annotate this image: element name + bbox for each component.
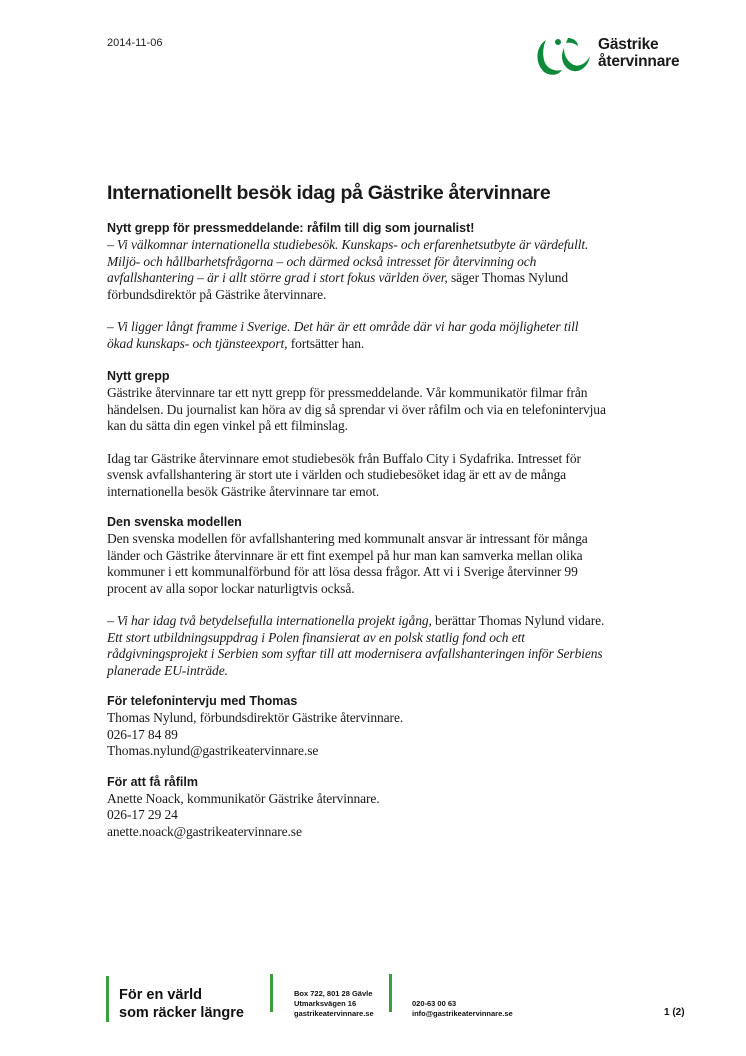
address-line-1: Box 722, 801 28 Gävle bbox=[294, 989, 373, 998]
logo-line-1: Gästrike bbox=[598, 36, 659, 53]
page-number: 1 (2) bbox=[664, 1007, 685, 1018]
quote-1-attribution: säger Thomas Nylund förbundsdirektör på Gästrike återvinnare. bbox=[107, 270, 569, 302]
footer-slogan bbox=[119, 986, 244, 1022]
footer-divider-2 bbox=[270, 974, 273, 1012]
page-footer bbox=[0, 970, 746, 1030]
footer-address bbox=[294, 989, 374, 1019]
paragraph-svenska-modellen-2 bbox=[107, 613, 607, 679]
quote-2-attribution: fortsätter han. bbox=[287, 335, 365, 351]
footer-contact bbox=[412, 999, 513, 1019]
contact-anette-email[interactable]: anette.noack@gastrikeatervinnare.se bbox=[107, 823, 302, 839]
paragraph-quote-2 bbox=[107, 319, 607, 352]
footer-divider-3 bbox=[389, 974, 392, 1012]
document-date: 2014-11-06 bbox=[107, 37, 163, 49]
contact-thomas-email[interactable]: Thomas.nylund@gastrikeatervinnare.se bbox=[107, 743, 319, 758]
press-release-body bbox=[107, 180, 607, 840]
quote-3-attribution: berättar Thomas Nylund vidare. bbox=[431, 613, 605, 628]
contact-thomas-phone: 026-17 84 89 bbox=[107, 726, 178, 742]
slogan-line-2: som räcker längre bbox=[119, 1005, 244, 1021]
quote-2-italic: – Vi ligger långt framme i Sverige. Det här är ett område där vi har goda möjligheter till ökad kunskaps- och tjänsteexport, bbox=[107, 319, 579, 351]
address-line-2: Utmarksvägen 16 bbox=[294, 999, 357, 1008]
section-heading-svenska-modellen: Den svenska modellen bbox=[107, 515, 242, 529]
logo-swoosh-icon bbox=[534, 34, 594, 78]
slogan-line-1: För en värld bbox=[119, 987, 202, 1003]
paragraph-svenska-modellen-1: Den svenska modellen för avfallshantering med kommunalt ansvar är intressant för många länder och Gästrike återvinnare är ett fint exempel på hur man kan samverka mellan olika kommuner i ett kommunalförbund för att lösa dessa frågor. Att vi i Sverige återvinner 99 procent av alla sopor lockar naturligtvis också. bbox=[107, 531, 588, 596]
lead-heading: Nytt grepp för pressmeddelande: råfilm till dig som journalist! bbox=[107, 221, 475, 235]
paragraph-nytt-grepp-1: Gästrike återvinnare tar ett nytt grepp för pressmeddelande. Vår kommunikatör filmar från händelsen. Du journalist kan höra av dig så sprendar vi över råfilm och via en telefonintervjua kan du sätta din egen vinkel på ett filminslag. bbox=[107, 385, 606, 433]
contact-heading-thomas: För telefonintervju med Thomas bbox=[107, 694, 298, 708]
quote-1-italic: – Vi välkomnar internationella studiebesök. Kunskaps- och erfarenhetsutbyte är värdefullt. Miljö- och hållbarhetsfrågorna – och därmed också intresset för återvinning och avfallshantering – är i allt större grad i stort fokus världen över, bbox=[107, 237, 589, 285]
footer-phone: 020-63 00 63 bbox=[412, 999, 457, 1008]
quote-3-italic: – Vi har idag två betydelsefulla internationella projekt igång, bbox=[107, 613, 432, 628]
paragraph-quote-1 bbox=[107, 237, 607, 303]
footer-email[interactable]: info@gastrikeatervinnare.se bbox=[412, 1009, 513, 1018]
contact-anette-name: Anette Noack, kommunikatör Gästrike återvinnare. bbox=[107, 790, 380, 806]
logo-wordmark bbox=[598, 36, 679, 70]
logo-line-2: återvinnare bbox=[598, 53, 680, 70]
quote-3-italic-continued: Ett stort utbildningsuppdrag i Polen finansierat av en polsk statlig fond och ett rådgivningsprojekt i Serbien som syftar till att modernisera avfallshanteringen inför Serbiens planerade EU-inträde. bbox=[107, 629, 603, 678]
contact-heading-rafilm: För att få råfilm bbox=[107, 774, 198, 789]
section-heading-nytt-grepp: Nytt grepp bbox=[107, 369, 170, 383]
company-logo bbox=[534, 34, 704, 78]
contact-anette-phone: 026-17 29 24 bbox=[107, 807, 178, 822]
page-title: Internationellt besök idag på Gästrike återvinnare bbox=[107, 182, 551, 204]
address-line-3[interactable]: gastrikeatervinnare.se bbox=[294, 1009, 374, 1018]
contact-thomas-name: Thomas Nylund, förbundsdirektör Gästrike återvinnare. bbox=[107, 710, 404, 725]
paragraph-nytt-grepp-2: Idag tar Gästrike återvinnare emot studiebesök från Buffalo City i Sydafrika. Intresset för svensk avfallshantering är stort ute i världen och studiebesöket idag är ett av de många internationella besök Gästrike återvinnare tar emot. bbox=[107, 450, 581, 499]
footer-divider-1 bbox=[106, 976, 109, 1022]
